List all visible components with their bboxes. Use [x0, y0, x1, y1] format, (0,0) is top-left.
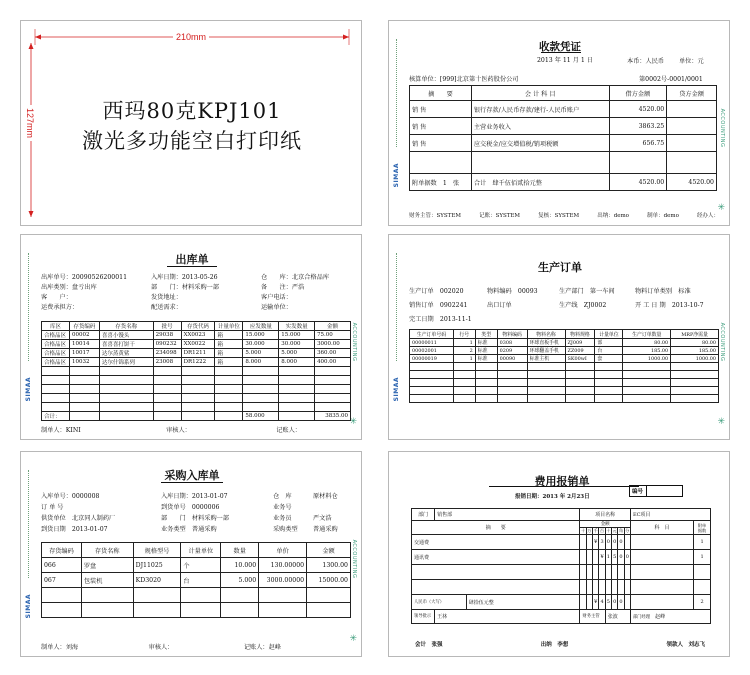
table-row: 合格品区 10032 达尔什锦系列 23008 DR1222 箱 8.000 8.000 400.00: [42, 358, 351, 367]
voucher-title: 收款凭证: [539, 41, 581, 53]
header-debit: 借方金额: [609, 86, 667, 101]
brand-strip: [25, 460, 34, 648]
purchase-table: 存货编码 存货名称 规格型号 计量单位 数量 单价 金额 066 罗盘 DJ11025 个 10.000 130.00000 1300.00 067 包装机 KD3020 台 5.000 3000.00000 15000.00: [41, 542, 351, 618]
brand-strip: [393, 29, 402, 217]
table-row: [410, 152, 717, 174]
expense-table: 部门 销售部 项目名称 EC项目 摘 要 金额 科 目 附单据数 十 万 千 百 十 元 角 分 交通费 ¥ 3 0 0 0 1 通讯费 ¥ 1 5 0 0 1 人民币（大写） 肆拾伍元整 ¥ 4 5 0 0 2 领导批示 王林 财务主管 张波 部门经理 赵峰: [411, 508, 711, 624]
table-row: 066 罗盘 DJ11025 个 10.000 130.00000 1300.00: [42, 558, 351, 573]
expense-date: 报销日期：2013 年 2月23日: [515, 494, 590, 500]
outbound-order-panel: [20, 234, 362, 440]
production-table: 生产订单号码 行号 类型 物料编码 物料名称 物料规格 计量单位 生产订单数量 MRP净需量 00000011 1 标准 0308 环球直板手机 ZJ009 部 80.00 80.00 00002001 2 标准 0209 环球翻盖手机 ZZ009 台 185.00 185.00 00000019 1 标准 00090 标准主机 SK00wI 套 1000.00 1000.00: [409, 329, 719, 403]
voucher-date: 2013 年 11 月 1 日: [537, 57, 593, 64]
purchase-footer: 制单人：刘海 审核人： 记账人：赵峰: [41, 644, 281, 651]
outbound-info: 出库单号：20090526200011 入库日期：2013-05-26 仓 库：北京合格品库 出库类别：盘亏出库 部 门：材料采购一部 备 注：严浩 客 户： 发货地址： 客户电话： 运费承担方： 配送需求： 运输单位：: [41, 274, 330, 311]
total-row: 合计： 58.000 3835.00: [42, 412, 351, 421]
simaa-logo: SIMAA: [393, 376, 400, 401]
receipt-voucher-panel: [388, 20, 730, 226]
voucher-currency: 本币：人民币: [627, 58, 665, 65]
outbound-title: 出库单: [175, 253, 209, 266]
header-credit: 贷方金额: [667, 86, 717, 101]
height-label: 127mm: [25, 105, 35, 141]
voucher-footer: 财务主管：SYSTEM 记账：SYSTEM 复核：SYSTEM 出纳：demo 制单：demo 经办人：: [409, 213, 719, 219]
total-row: 附单据数 1 张 合计 肆千伍佰贰拾元整 4520.00 4520.00: [410, 174, 717, 191]
production-info: 生产订单 002020 物料编码 00093 生产部门 第一车间 物料订单类别 标准 销售订单 0902241 出口订单 生产线 ZJ0002 开 工 日 期 2013-10-7 完工日期 2013-11-1: [409, 288, 704, 323]
table-row: 销 售 应交税金/应交增值税/销项税额 656.75: [410, 135, 717, 152]
table-row: 合格品区 10014 喜喜喜打饼干 090232 XX0022 箱 30.000 30.000 3000.00: [42, 340, 351, 349]
expense-department: 销售部: [435, 509, 580, 521]
blank-paper-panel: [20, 20, 362, 226]
signature-row: 领导批示 王林 财务主管 张波 部门经理 赵峰: [412, 610, 711, 624]
voucher-unit: 单位：元: [679, 58, 704, 65]
width-label: 210mm: [173, 32, 209, 42]
voucher-number: 第0002号-0001/0001: [639, 76, 703, 83]
accounting-label: ACCOUNTING: [719, 108, 725, 148]
purchase-title: 采购入库单: [164, 469, 220, 482]
purchase-info: 入库单号：0000008 入库日期：2013-01-07 仓 库 原材料仓 订 单 号 到货单号 0000006 业务号 供货单位 北京同人制药厂 部 门 材料采购一部 业务员 严文浩 到货日期 2013-01-07 业务类型 普通采购 采购类型 普通采购: [41, 493, 338, 533]
total-row: 人民币（大写） 肆拾伍元整 ¥ 4 5 0 0 2: [412, 595, 711, 610]
star-icon: ✳: [349, 417, 357, 427]
star-icon: ✳: [717, 203, 725, 213]
table-row: 销 售 银行存款/人民币存款/建行-人民币账户 4520.00: [410, 101, 717, 118]
header-subject: 会 计 科 目: [471, 86, 609, 101]
expense-number-box: 编号: [629, 485, 683, 497]
table-row: 通讯费 ¥ 1 5 0 0 1: [412, 550, 711, 565]
purchase-inbound-panel: [20, 451, 362, 657]
table-row: 00000019 1 标准 00090 标准主机 SK00wI 套 1000.00 1000.00: [410, 355, 719, 363]
accounting-label: ACCOUNTING: [351, 539, 357, 579]
brand-strip: [25, 243, 34, 431]
simaa-logo: SIMAA: [25, 593, 32, 618]
table-row: 合格品区 00002 喜喜小馒头 29038 XX0023 箱 15.000 15.000 75.00: [42, 331, 351, 340]
accounting-label: ACCOUNTING: [351, 322, 357, 362]
expense-footer: 会计 张强 出纳 李想 领款人 刘志飞: [415, 642, 705, 648]
outbound-footer: 制单人：KINI 审核人： 记账人：: [41, 427, 301, 434]
expense-title: 费用报销单: [534, 475, 590, 488]
star-icon: ✳: [349, 634, 357, 644]
table-row: 销 售 主营业务收入 3863.25: [410, 118, 717, 135]
header-summary: 摘 要: [410, 86, 472, 101]
table-row: 交通费 ¥ 3 0 0 0 1: [412, 535, 711, 550]
expense-report-panel: [388, 451, 730, 657]
expense-total-words: 肆拾伍元整: [466, 595, 580, 610]
voucher-table: [409, 85, 717, 191]
simaa-logo: SIMAA: [393, 162, 400, 187]
production-order-panel: [388, 234, 730, 440]
outbound-table: 库区 存货编码 存货名称 批号 存货代码 计量单位 应发数量 实发数量 金额 合格品区 00002 喜喜小馒头 29038 XX0023 箱 15.000 15.000 75.00 合格品区 10014 喜喜喜打饼干 090232 XX0022 箱 30.000 30.000 3000.00 合格品区 10017 达尔蒸黄鲨 234098 DR1211 箱 5.000 5.000 360.00 合格品区 10032 达尔什锦系列 23008 DR1222 箱 8.000 8.000 400.00 合计： 58.000 3835.00: [41, 321, 351, 421]
table-row: 067 包装机 KD3020 台 5.000 3000.00000 15000.00: [42, 573, 351, 588]
star-icon: ✳: [717, 417, 725, 427]
expense-project: EC项目: [630, 509, 710, 521]
table-row: 00002001 2 标准 0209 环球翻盖手机 ZZ009 台 185.00 185.00: [410, 347, 719, 355]
simaa-logo: SIMAA: [25, 376, 32, 401]
production-title: 生产订单: [538, 261, 582, 274]
product-title-line2: 激光多功能空白打印纸: [82, 129, 302, 153]
accounting-label: ACCOUNTING: [719, 322, 725, 362]
table-row: 合格品区 10017 达尔蒸黄鲨 234098 DR1211 箱 5.000 5.000 360.00: [42, 349, 351, 358]
product-title-line1: 西玛80克KPJ101: [102, 99, 282, 123]
voucher-company: 核算单位：[999]北京第十医药股份公司: [409, 76, 519, 83]
table-row: 00000011 1 标准 0308 环球直板手机 ZJ009 部 80.00 80.00: [410, 339, 719, 347]
